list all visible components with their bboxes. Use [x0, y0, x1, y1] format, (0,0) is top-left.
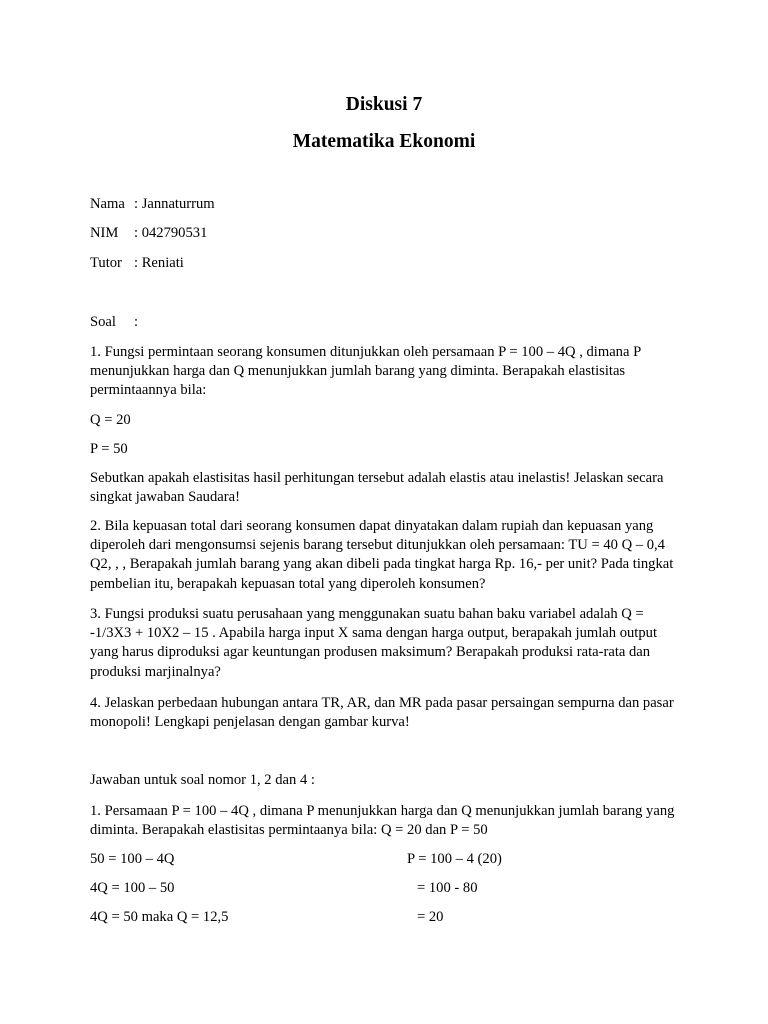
question-1-p: P = 50 — [90, 441, 128, 457]
tutor-value: : Reniati — [134, 255, 184, 271]
nama-value: : Jannaturrum — [134, 196, 215, 212]
nama-label: Nama — [90, 196, 125, 212]
tutor-label: Tutor — [90, 255, 122, 271]
nim-value: : 042790531 — [134, 225, 208, 241]
soal-label: Soal — [90, 314, 116, 330]
page-subtitle: Matematika Ekonomi — [292, 131, 476, 152]
question-1-instruction: Sebutkan apakah elastisitas hasil perhitungan tersebut adalah elastis atau inelastis! Jelaskan secara singkat jawaban Saudara! — [90, 470, 664, 506]
nim-line — [90, 224, 207, 243]
question-3: 3. Fungsi produksi suatu perusahaan yang menggunakan suatu bahan baku variabel adalah Q = -1/3X3 + 10X2 – 15 . Apabila harga input X sama dengan harga output, berapakah jumlah output yang harus diproduksi agar keuntungan produsen maksimum? Berapakah produksi rata-rata dan produksi marjinalnya? — [90, 606, 657, 680]
question-2: 2. Bila kepuasan total dari seorang konsumen dapat dinyatakan dalam rupiah dan kepuasan yang diperoleh dari mengonsumsi sejenis barang tersebut ditunjukkan oleh persamaan: TU = 40 Q – 0,4 Q2, , , Berapakah jumlah barang yang akan dibeli pada tingkat harga Rp. 16,- per unit? Pada tingkat pembelian itu, berapakah kepuasan total yang diperoleh konsumen? — [90, 518, 674, 592]
page-title: Diskusi 7 — [345, 94, 423, 115]
nim-label: NIM — [90, 225, 119, 241]
soal-colon: : — [134, 314, 139, 330]
calc-left-2: 4Q = 100 – 50 — [90, 880, 175, 896]
calc-right-3: = 20 — [417, 909, 444, 925]
calc-left-1: 50 = 100 – 4Q — [90, 851, 175, 867]
question-1: 1. Fungsi permintaan seorang konsumen ditunjukkan oleh persamaan P = 100 – 4Q , dimana P menunjukkan harga dan Q menunjukkan jumlah barang yang diminta. Berapakah elastisitas permintaannya bila: — [90, 344, 641, 399]
soal-line — [90, 313, 138, 332]
question-1-q: Q = 20 — [90, 412, 131, 428]
answer-1: 1. Persamaan P = 100 – 4Q , dimana P menunjukkan harga dan Q menunjukkan jumlah barang yang diminta. Berapakah elastisitas permintaanya bila: Q = 20 dan P = 50 — [90, 803, 675, 839]
calc-right-1: P = 100 – 4 (20) — [407, 851, 502, 867]
calc-right-2: = 100 - 80 — [417, 880, 478, 896]
tutor-line — [90, 254, 184, 273]
calc-left-3: 4Q = 50 maka Q = 12,5 — [90, 909, 229, 925]
answer-heading: Jawaban untuk soal nomor 1, 2 dan 4 : — [90, 772, 315, 788]
nama-line — [90, 195, 215, 214]
question-4: 4. Jelaskan perbedaan hubungan antara TR, AR, dan MR pada pasar persaingan sempurna dan pasar monopoli! Lengkapi penjelasan dengan gambar kurva! — [90, 695, 674, 731]
